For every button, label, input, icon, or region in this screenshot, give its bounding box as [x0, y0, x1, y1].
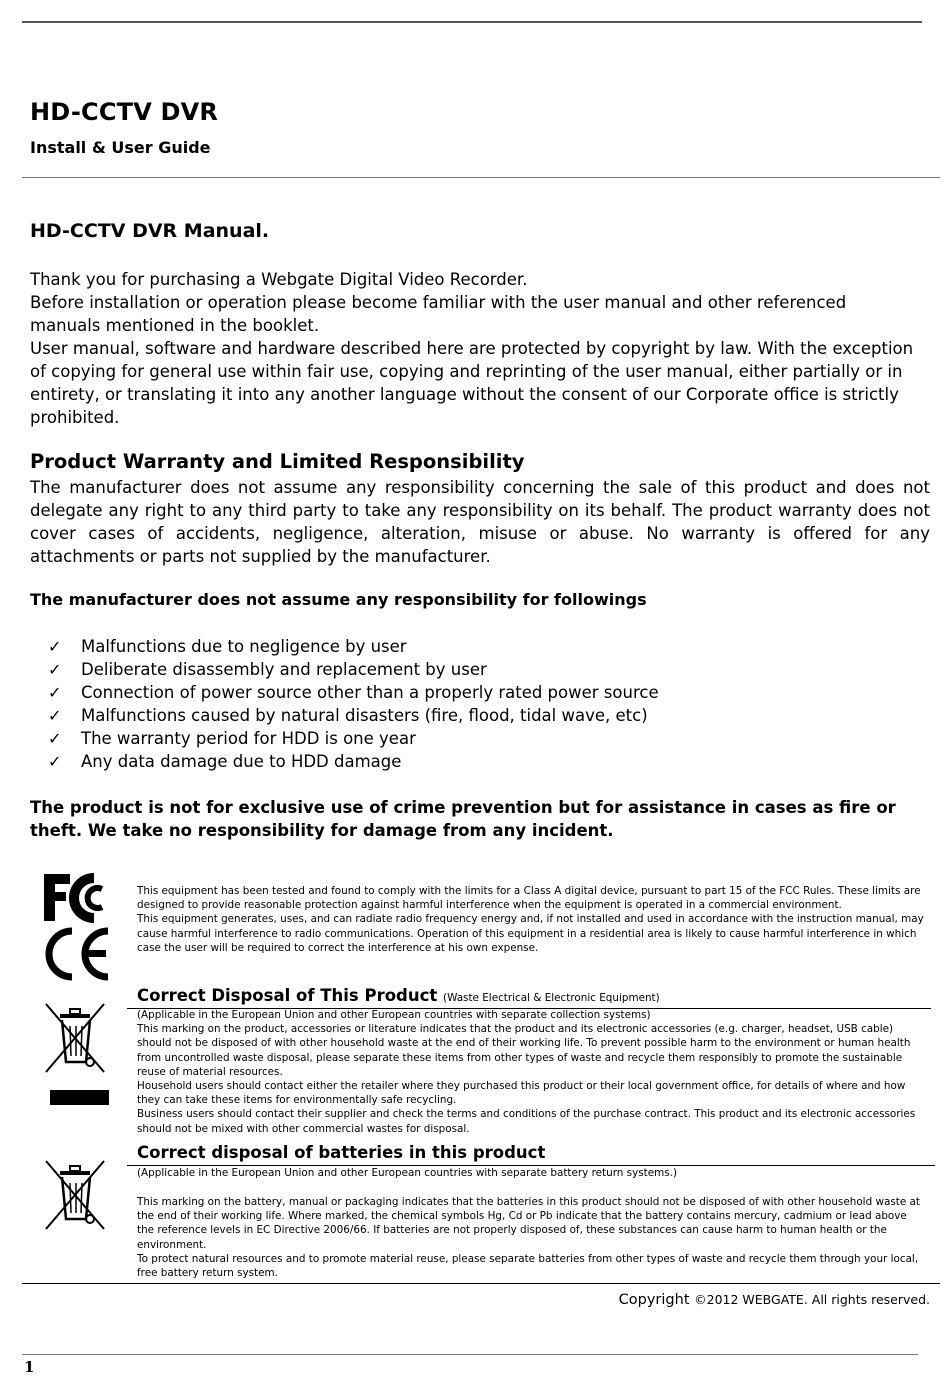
fcc-statement — [137, 884, 927, 955]
page-bottom-rule — [22, 1354, 918, 1355]
list-item — [48, 727, 659, 750]
list-item — [48, 750, 659, 773]
battery-body — [137, 1195, 927, 1280]
warranty-heading: Product Warranty and Limited Responsibility — [30, 450, 525, 473]
weee-paragraph: This marking on the product, accessories or literature indicates that the product and its electronic accessories (e.g. charger, headset, USB cable) should not be disposed of with other household waste at the end of their working life. To prevent possible harm to the environment or human health from uncontrolled waste disposal, please separate these items from other types of waste and recycle them responsibly to promote the sustainable reuse of material resources. — [137, 1023, 911, 1078]
manual-line: User manual, software and hardware described here are protected by copyright by law. With the exception of copying for general use within fair use, copying and reprinting of the user manual, either partially or in entirety, or translating it into any another language without the consent of our Corporate office is strictly prohibited. — [30, 339, 914, 427]
copyright-text: ©2012 WEBGATE. All rights reserved. — [694, 1292, 930, 1307]
list-item — [48, 658, 659, 681]
weee-body — [137, 1008, 927, 1136]
check-icon: ✓ — [48, 729, 62, 748]
weee-paragraph: Business users should contact their supplier and check the terms and conditions of the purchase contract. This product and its electronic accessories should not be mixed with other commercial wastes for disposal. — [137, 1108, 916, 1135]
manual-line: Before installation or operation please become familiar with the user manual and other referenced manuals mentioned in the booklet. — [30, 293, 847, 335]
list-item-text: Malfunctions caused by natural disasters (fire, flood, tidal wave, etc) — [81, 706, 648, 725]
weee-heading — [137, 986, 660, 1005]
list-item — [48, 635, 659, 658]
document-subtitle: Install & User Guide — [30, 138, 211, 157]
responsibility-list — [48, 635, 659, 773]
fcc-logo-icon — [42, 872, 114, 924]
weee-heading-text: Correct Disposal of This Product — [137, 986, 438, 1005]
battery-paragraph: This marking on the battery, manual or packaging indicates that the batteries in this product should not be disposed of with other household waste at the end of their working life. Where marked, the chemical symbols Hg, Cd or Pb indicate that the battery contains mercury, cadmium or lead above the reference levels in EC Directive 2006/66. If batteries are not properly disposed of, these substances can cause harm to human health or the environment. — [137, 1196, 920, 1251]
usage-notice: The product is not for exclusive use of crime prevention but for assistance in cases as fire or theft. We take no responsibility for damage from any incident. — [30, 798, 896, 840]
weee-paragraph: Household users should contact either the retailer where they purchased this product or their local government office, for details of where and how they can take these items for environmentally safe recycling. — [137, 1080, 906, 1107]
copyright-word: Copyright — [618, 1292, 690, 1308]
list-item-text: Malfunctions due to negligence by user — [81, 637, 407, 656]
battery-paragraph: To protect natural resources and to promote material reuse, please separate batteries from other types of waste and recycle them through your local, free battery return system. — [137, 1252, 919, 1280]
list-item — [48, 681, 659, 704]
weee-paragraph: (Applicable in the European Union and other European countries with separate collection systems) — [137, 1009, 651, 1021]
fcc-paragraph: This equipment generates, uses, and can radiate radio frequency energy and, if not installed and used in accordance with the instruction manual, may cause harmful interference to radio communications. Operation of this equipment in a residential area is likely to cause harmful interference in which case the user will be required to correct the interference at his own expense. — [137, 913, 924, 954]
page-number: 1 — [24, 1358, 35, 1376]
footer-rule — [22, 1283, 940, 1284]
check-icon: ✓ — [48, 752, 62, 771]
fcc-paragraph: This equipment has been tested and found to comply with the limits for a Class A digital device, pursuant to part 15 of the FCC Rules. These limits are designed to provide reasonable protection against harmful interference when the equipment is operated in a commercial environment. — [137, 885, 921, 912]
ce-mark-icon — [42, 926, 114, 982]
list-item-text: Deliberate disassembly and replacement by user — [81, 660, 487, 679]
list-item-text: The warranty period for HDD is one year — [81, 729, 416, 748]
warranty-body: The manufacturer does not assume any responsibility concerning the sale of this product and does not delegate any right to any third party to take any responsibility on its behalf. The product warranty does not cover cases of accidents, negligence, alteration, misuse or abuse. No warranty is offered for any attachments or parts not supplied by the manufacturer. — [30, 478, 930, 566]
check-icon: ✓ — [48, 683, 62, 702]
list-item-text: Connection of power source other than a properly rated power source — [81, 683, 659, 702]
battery-heading: Correct disposal of batteries in this product — [137, 1143, 546, 1162]
document-title: HD-CCTV DVR — [30, 98, 219, 126]
manual-line: Thank you for purchasing a Webgate Digital Video Recorder. — [30, 270, 528, 289]
weee-heading-sub: (Waste Electrical & Electronic Equipment) — [443, 992, 660, 1004]
header-divider — [22, 177, 940, 178]
battery-bin-icon — [42, 1157, 108, 1233]
check-icon: ✓ — [48, 637, 62, 656]
list-item-text: Any data damage due to HDD damage — [81, 752, 402, 771]
battery-subheading: (Applicable in the European Union and other European countries with separate battery return systems.) — [137, 1167, 678, 1179]
list-item — [48, 704, 659, 727]
check-icon: ✓ — [48, 660, 62, 679]
manual-intro — [30, 268, 915, 429]
weee-black-bar — [50, 1090, 109, 1105]
check-icon: ✓ — [48, 706, 62, 725]
top-rule — [22, 21, 922, 23]
responsibility-list-heading: The manufacturer does not assume any responsibility for followings — [30, 590, 647, 609]
manual-heading: HD-CCTV DVR Manual. — [30, 220, 270, 242]
copyright-notice — [619, 1292, 930, 1308]
crossed-bin-icon — [42, 1000, 108, 1076]
